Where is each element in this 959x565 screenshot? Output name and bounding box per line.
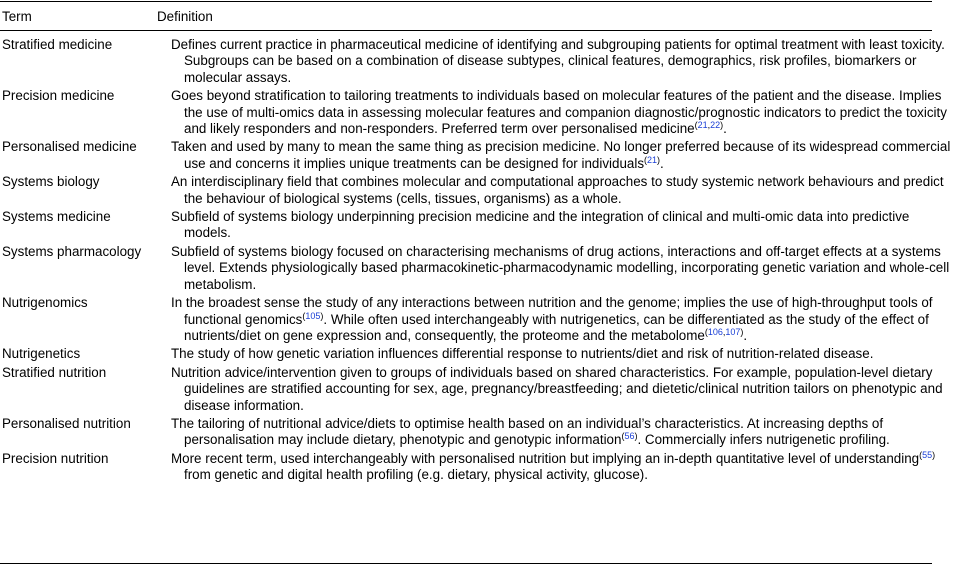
term-cell: Personalised nutrition [2,415,131,431]
table-row [0,451,959,486]
header-term: Term [2,9,32,24]
definition-text: An interdisciplinary field that combines molecular and computational approaches to study systemic network behaviours and predict the behaviour of biological systems (cells, tissues, organisms) as a whole. [171,174,944,206]
definition-cell [170,139,959,174]
citation-punctuation: ) [657,154,661,165]
citation-punctuation: ( [919,449,923,460]
citation-link[interactable]: 21 [647,154,658,165]
definition-text: Taken and used by many to mean the same thing as precision medicine. No longer preferred because of its widespread commercial use and concerns it implies unique treatments can be designed for individuals [171,139,951,171]
term-cell: Precision medicine [2,88,115,104]
citation-punctuation: ) [720,120,724,131]
term-cell: Nutrigenomics [2,295,88,311]
table-row [0,139,959,174]
definition-cell [170,365,959,416]
citation-link[interactable]: 21 [697,120,708,131]
term-cell: Personalised medicine [2,139,137,155]
definition-text: . Commercially infers nutrigenetic profiling. [637,432,890,448]
table-row [0,174,959,209]
definition-cell [170,295,959,346]
term-cell: Stratified medicine [2,37,113,52]
definition-text: . [743,327,748,343]
table-row [0,416,959,451]
definition-cell [170,37,959,88]
bottom-rule [0,563,932,564]
citation-punctuation: ) [740,326,744,337]
term-cell: Systems medicine [2,209,111,225]
citation-punctuation: ( [644,154,648,165]
definition-text: . While often used interchangeably with nutrigenetics, can be differentiated as the study of the effect of nutrients/diet on gene expression and, consequently, the proteome and the metabolome [184,311,929,343]
table-row [0,365,959,416]
term-cell: Nutrigenetics [2,346,81,362]
definition-text: The study of how genetic variation influences differential response to nutrients/diet and risk of nutrition-related disease. [171,346,874,362]
citation-punctuation: ( [694,120,698,131]
terms-table-body [0,37,959,486]
definition-cell [170,88,959,139]
citation-punctuation: ) [932,449,936,460]
definition-text: Subfield of systems biology focused on characterising mechanisms of drug actions, interactions and off-target effects at a systems level. Extends physiologically based pharmacokinetic-pharmacodynamic modelling, incorporating genetic variation and whole-cell metabolism. [171,243,950,292]
definition-cell [170,209,959,244]
citation-punctuation: ) [320,310,324,321]
definition-text: In the broadest sense the study of any interactions between nutrition and the genome; implies the use of high-throughput tools of functional genomics [171,295,933,327]
definition-cell [170,244,959,295]
top-rule [0,1,932,2]
definition-text: . [660,155,664,171]
citation-link[interactable]: 107 [725,326,741,337]
header-rule [0,30,932,31]
definition-text: More recent term, used interchangeably with personalised nutrition but implying an in-depth quantitative level of understanding [171,450,920,466]
citation-punctuation: ( [302,310,306,321]
definition-text: Defines current practice in pharmaceutical medicine of identifying and subgrouping patients for optimal treatment with least toxicity. Subgroups can be based on a combination of disease subtypes, clinical features, demographics, risk profiles, biomarkers or molecular assays. [171,37,945,85]
definition-text: Goes beyond stratification to tailoring treatments to individuals based on molecular features of the patient and the disease. Implies the use of multi-omics data in assessing molecular features and companion diagnostic/prognostic indicators to predict the toxicity and likely responders and non-responders. Preferred term over personalised medicine [171,88,947,137]
definition-text: . [723,121,727,137]
citation-link[interactable]: 55 [922,449,933,460]
definition-text: Subfield of systems biology underpinning precision medicine and the integration of clinical and multi-omic data into predictive models. [171,209,910,241]
table-row [0,88,959,139]
term-cell: Stratified nutrition [2,364,107,380]
table-row [0,346,959,364]
citation-link[interactable]: 106 [707,326,723,337]
table-row [0,295,959,346]
citation-punctuation: , [707,120,711,131]
definition-text: Nutrition advice/intervention given to groups of individuals based on shared characteristics. For example, population-level dietary guidelines are stratified accounting for sex, age, pregnancy/breastfeeding; and dietetic/clinical nutrition tailors on phenotypic and disease information. [171,364,943,413]
citation-link[interactable]: 22 [710,120,721,131]
definition-text: from genetic and digital health profiling (e.g. dietary, physical activity, glucose). [184,467,648,483]
definition-text: The tailoring of nutritional advice/diets to optimise health based on an individual’s characteristics. At increasing depths of personalisation may include dietary, phenotypic and genotypic information [171,415,884,448]
table-row [0,244,959,295]
term-cell: Systems pharmacology [2,243,142,259]
term-cell: Precision nutrition [2,450,109,466]
table-row [0,37,959,88]
definition-cell [170,346,959,364]
term-cell: Systems biology [2,174,100,190]
table-row [0,209,959,244]
definition-cell [170,451,959,486]
definition-cell [170,416,959,451]
citation-punctuation: ( [621,431,625,442]
citation-punctuation: ( [704,326,708,337]
citation-link[interactable]: 56 [624,431,635,442]
header-definition: Definition [157,9,213,24]
citation-punctuation: ) [634,431,638,442]
terms-table [0,37,959,486]
citation-link[interactable]: 105 [305,310,321,321]
citation-punctuation: , [722,326,726,337]
definition-cell [170,174,959,209]
